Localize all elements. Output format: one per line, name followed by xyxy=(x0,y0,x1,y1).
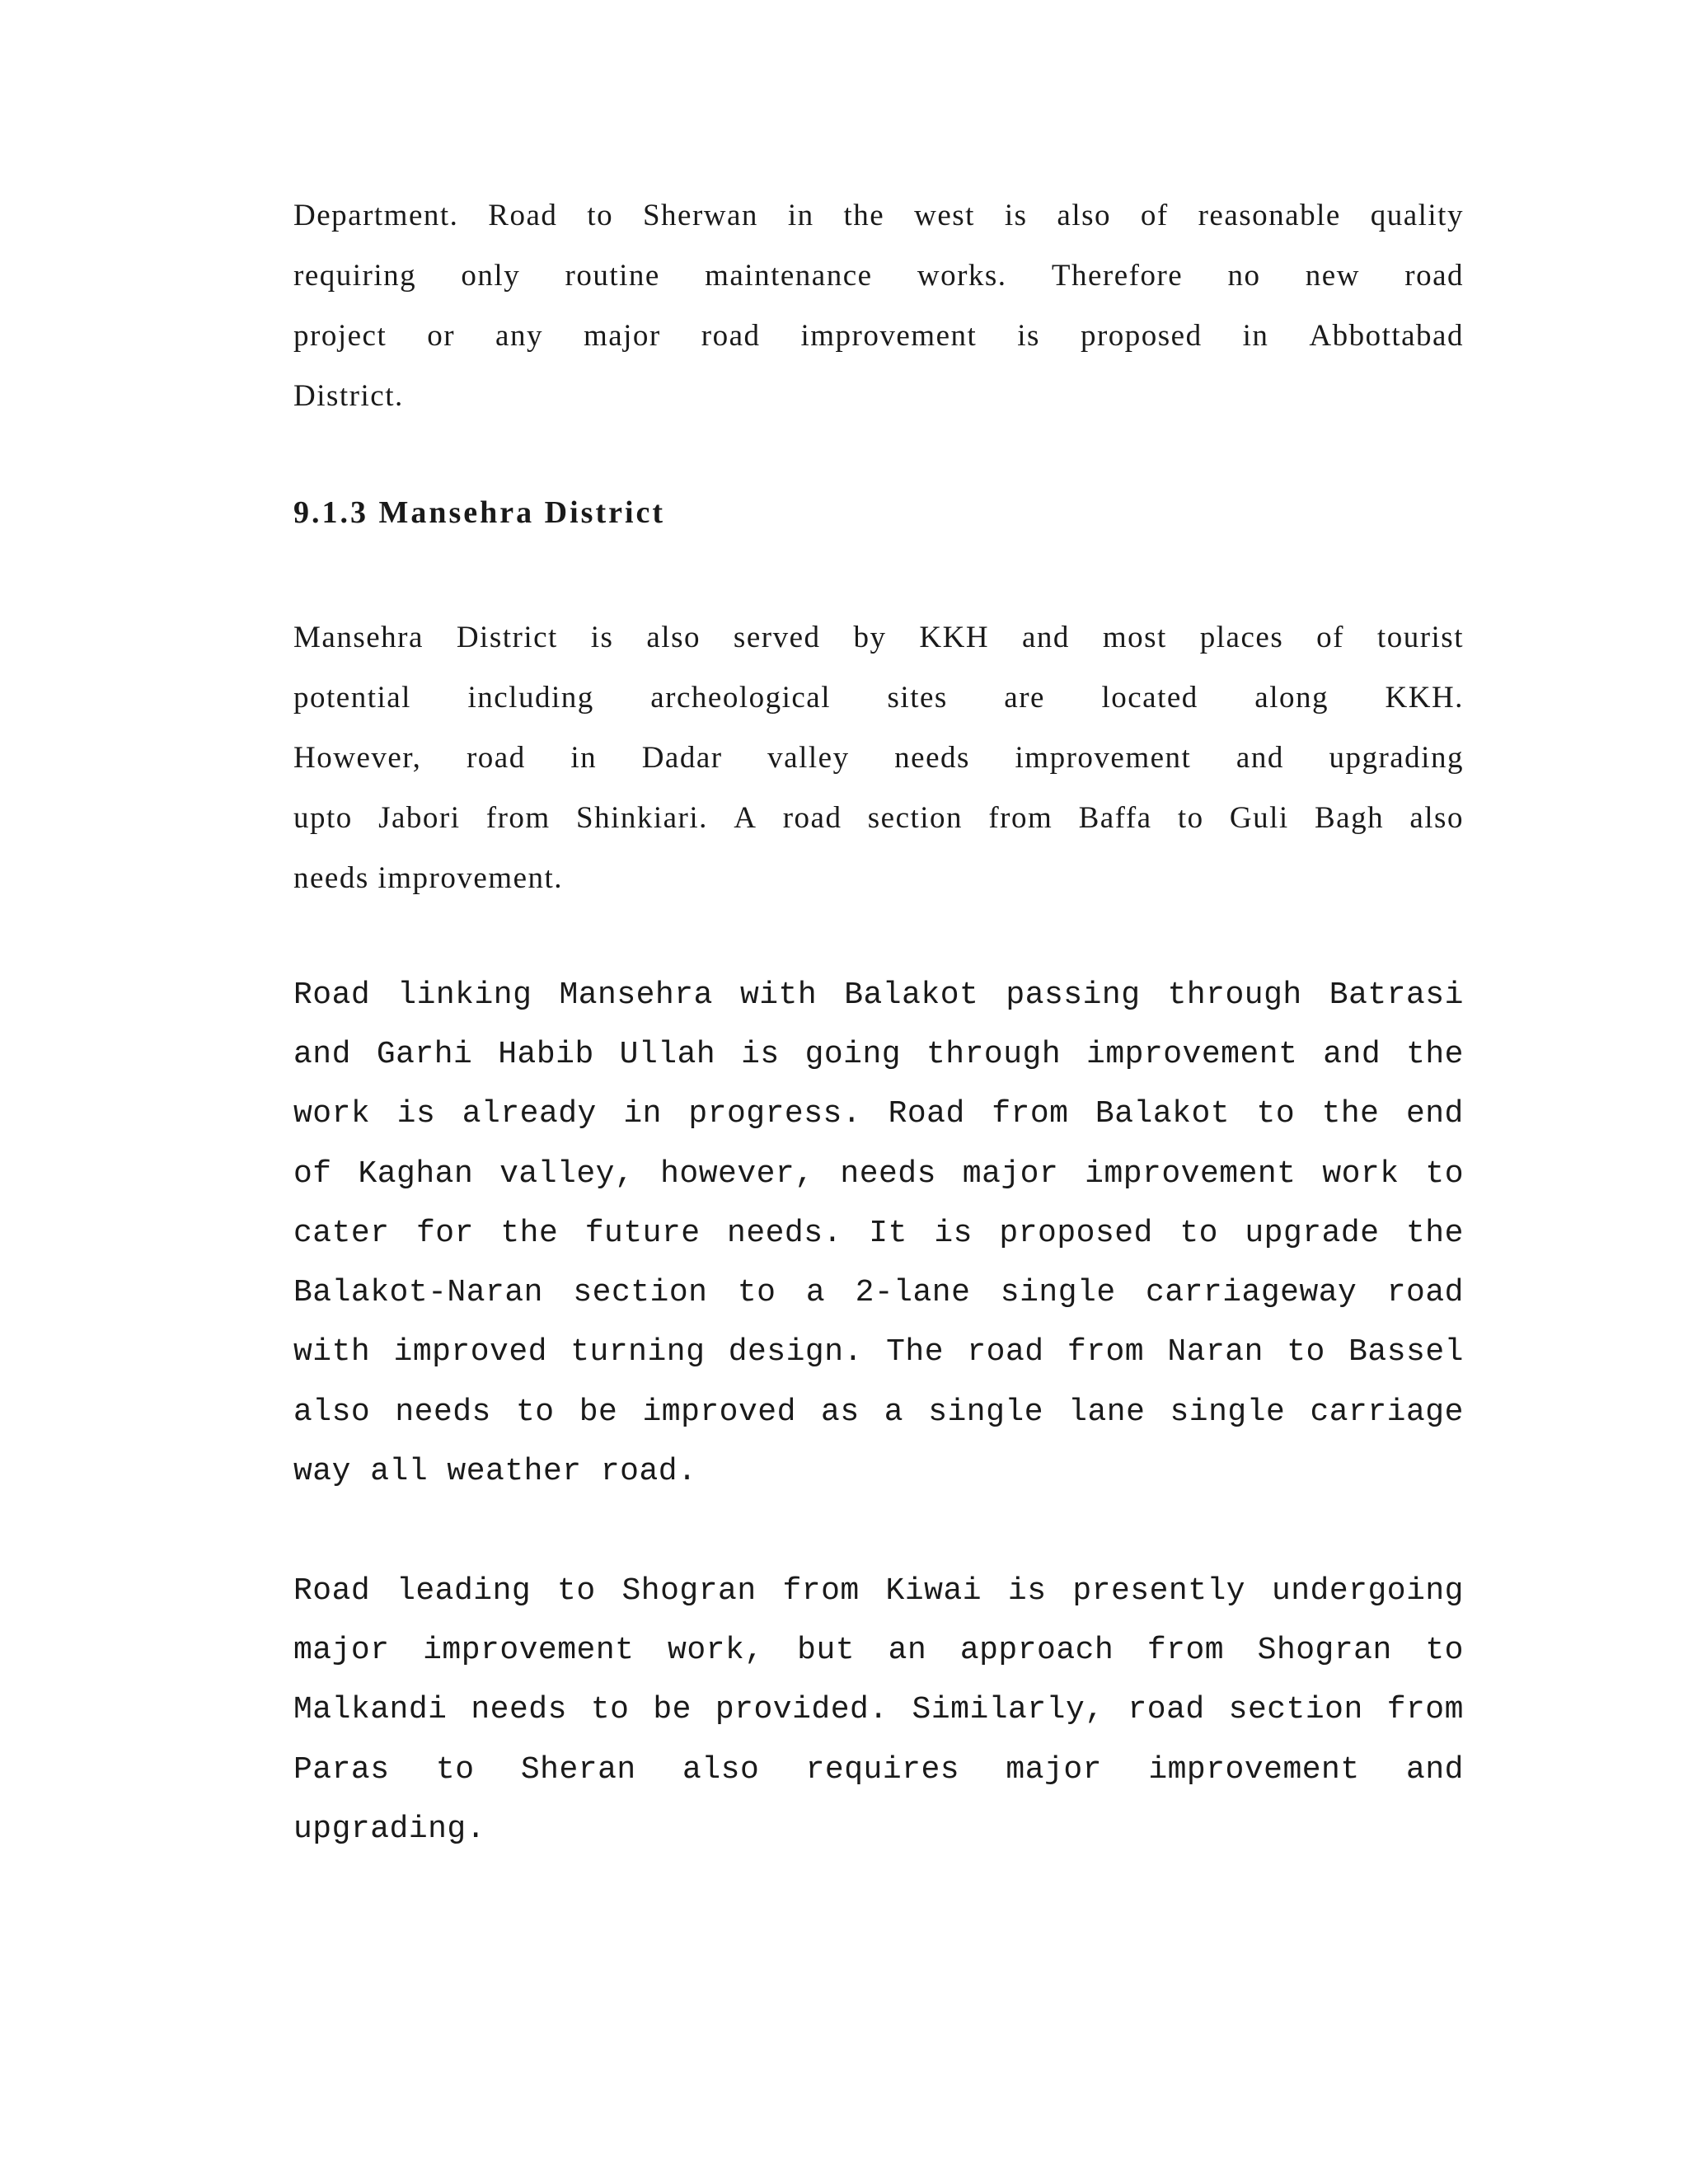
word: also xyxy=(293,1394,371,1430)
word: to xyxy=(1287,1334,1325,1370)
paragraph-line: upgrading. xyxy=(293,1811,486,1847)
paragraph-line xyxy=(293,1334,1464,1370)
word: works. xyxy=(917,259,1007,293)
word: Jabori xyxy=(378,801,461,835)
word: west xyxy=(914,199,975,232)
word: road xyxy=(782,801,842,835)
word: upgrading xyxy=(1329,741,1464,775)
paragraph-line xyxy=(293,1394,1464,1430)
word: from xyxy=(992,1096,1069,1132)
word: from xyxy=(988,801,1053,835)
word: is xyxy=(1007,1573,1047,1609)
paragraph-line: needs improvement. xyxy=(293,861,564,895)
word: to xyxy=(1256,1096,1296,1132)
word: maintenance xyxy=(705,259,873,293)
word: provided. xyxy=(715,1692,889,1727)
word: Kaghan xyxy=(358,1156,474,1192)
word: from xyxy=(782,1573,860,1609)
word: to xyxy=(1425,1633,1464,1668)
word: however, xyxy=(660,1156,814,1192)
word: in xyxy=(787,199,814,232)
word: upto xyxy=(293,801,353,835)
word: KKH xyxy=(919,621,990,654)
paragraph-line xyxy=(293,1037,1464,1072)
word: improvement xyxy=(1015,741,1192,775)
word: A xyxy=(734,801,757,835)
word: approach xyxy=(959,1633,1114,1668)
word: needs xyxy=(395,1394,491,1430)
word: Similarly, xyxy=(912,1692,1104,1727)
word: Abbottabad xyxy=(1309,319,1464,353)
word: Ullah xyxy=(619,1037,716,1072)
word: undergoing xyxy=(1271,1573,1464,1609)
word: presently xyxy=(1072,1573,1246,1609)
word: major xyxy=(1006,1752,1102,1788)
word: through xyxy=(926,1037,1062,1072)
word: Baffa xyxy=(1078,801,1152,835)
word: is xyxy=(741,1037,780,1072)
word: road xyxy=(1404,259,1464,293)
word: already xyxy=(462,1096,597,1132)
word: Batrasi xyxy=(1329,977,1464,1013)
word: Shogran xyxy=(1257,1633,1392,1668)
word: improvement xyxy=(1085,1156,1296,1192)
word: located xyxy=(1101,681,1198,715)
word: and xyxy=(1323,1037,1381,1072)
word: be xyxy=(579,1394,618,1430)
paragraph-line xyxy=(293,1156,1464,1192)
word: upgrade xyxy=(1245,1216,1380,1251)
word: also xyxy=(1409,801,1464,835)
word: Road xyxy=(888,1096,965,1132)
word: requiring xyxy=(293,259,417,293)
word: and xyxy=(1236,741,1284,775)
word: road xyxy=(466,741,526,775)
word: work, xyxy=(668,1633,764,1668)
word: carriage xyxy=(1310,1394,1464,1430)
word: major xyxy=(962,1156,1059,1192)
word: passing xyxy=(1006,977,1141,1013)
word: or xyxy=(427,319,456,353)
word: work xyxy=(293,1096,371,1132)
word: requires xyxy=(805,1752,960,1788)
word: KKH. xyxy=(1385,681,1464,715)
word: single xyxy=(1000,1275,1116,1310)
word: major xyxy=(293,1633,390,1668)
word: It xyxy=(869,1216,907,1251)
word: valley, xyxy=(499,1156,635,1192)
word: Department. xyxy=(293,199,459,232)
word: lane xyxy=(1068,1394,1146,1430)
word: improved xyxy=(393,1334,547,1370)
word: to xyxy=(1177,801,1204,835)
word: is xyxy=(1004,199,1028,232)
word: Bassel xyxy=(1348,1334,1464,1370)
word: and xyxy=(293,1037,351,1072)
word: from xyxy=(485,801,551,835)
word: a xyxy=(805,1275,826,1310)
word: to xyxy=(1425,1156,1464,1192)
word: Garhi xyxy=(376,1037,473,1072)
word: most xyxy=(1102,621,1167,654)
word: improvement xyxy=(1086,1037,1298,1072)
paragraph-line xyxy=(293,1216,1464,1251)
paragraph-line xyxy=(293,1633,1464,1668)
word: improvement xyxy=(800,319,978,353)
word: the xyxy=(1321,1096,1380,1132)
word: routine xyxy=(565,259,660,293)
word: from xyxy=(1067,1334,1145,1370)
word: the xyxy=(1405,1216,1464,1251)
word: progress. xyxy=(688,1096,862,1132)
word: sites xyxy=(887,681,948,715)
word: section xyxy=(1228,1692,1363,1727)
word: be xyxy=(653,1692,692,1727)
word: in xyxy=(1242,319,1269,353)
word: Paras xyxy=(293,1752,390,1788)
word: by xyxy=(853,621,887,654)
paragraph-line: District. xyxy=(293,379,404,413)
word: going xyxy=(804,1037,902,1072)
word: also xyxy=(646,621,701,654)
word: a xyxy=(884,1394,904,1430)
word: the xyxy=(843,199,885,232)
word: Mansehra xyxy=(293,621,424,654)
word: needs xyxy=(894,741,970,775)
word: improvement xyxy=(423,1633,635,1668)
word: section xyxy=(867,801,964,835)
paragraph-line xyxy=(293,740,1464,776)
word: linking xyxy=(397,977,532,1013)
word: served xyxy=(733,621,821,654)
word: Shogran xyxy=(621,1573,757,1609)
word: reasonable xyxy=(1198,199,1341,232)
word: end xyxy=(1405,1096,1464,1132)
word: The xyxy=(886,1334,945,1370)
word: only xyxy=(461,259,521,293)
word: are xyxy=(1004,681,1045,715)
word: section xyxy=(573,1275,708,1310)
word: District xyxy=(456,621,558,654)
word: including xyxy=(467,681,594,715)
word: Balakot xyxy=(844,977,979,1013)
word: future xyxy=(584,1216,701,1251)
word: the xyxy=(500,1216,559,1251)
paragraph-line xyxy=(293,977,1464,1013)
word: Road xyxy=(293,977,371,1013)
word: with xyxy=(739,977,818,1013)
word: any xyxy=(495,319,543,353)
word: Road xyxy=(293,1573,371,1609)
word: and xyxy=(1406,1752,1464,1788)
word: potential xyxy=(293,681,411,715)
word: to xyxy=(737,1275,776,1310)
section-heading: 9.1.3 Mansehra District xyxy=(293,495,666,530)
word: as xyxy=(821,1394,860,1430)
word: needs. xyxy=(727,1216,842,1251)
paragraph-line xyxy=(293,258,1464,293)
word: the xyxy=(1406,1037,1464,1072)
word: major xyxy=(583,319,661,353)
paragraph-line xyxy=(293,800,1464,836)
word: Malkandi xyxy=(293,1692,448,1727)
paragraph-line xyxy=(293,1096,1464,1132)
word: also xyxy=(1057,199,1111,232)
word: places xyxy=(1199,621,1284,654)
word: new xyxy=(1305,259,1360,293)
word: needs xyxy=(840,1156,936,1192)
word: Bagh xyxy=(1314,801,1385,835)
word: tourist xyxy=(1376,621,1464,654)
word: to xyxy=(435,1752,475,1788)
word: is xyxy=(934,1216,973,1251)
word: to xyxy=(587,199,614,232)
paragraph-line xyxy=(293,198,1464,233)
paragraph-line xyxy=(293,1752,1464,1788)
word: is xyxy=(396,1096,436,1132)
word: leading xyxy=(396,1573,532,1609)
word: of xyxy=(1316,621,1344,654)
word: road xyxy=(1386,1275,1464,1310)
word: from xyxy=(1386,1692,1464,1727)
word: to xyxy=(557,1573,596,1609)
word: to xyxy=(516,1394,555,1430)
word: an xyxy=(888,1633,927,1668)
word: Mansehra xyxy=(559,977,713,1013)
word: for xyxy=(415,1216,474,1251)
word: road xyxy=(1128,1692,1205,1727)
paragraph-line xyxy=(293,1692,1464,1727)
word: road xyxy=(701,319,761,353)
word: turning xyxy=(570,1334,706,1370)
word: single xyxy=(928,1394,1044,1430)
word: with xyxy=(293,1334,371,1370)
word: of xyxy=(1140,199,1169,232)
word: quality xyxy=(1370,199,1464,232)
word: is xyxy=(1017,319,1040,353)
word: Road xyxy=(488,199,558,232)
word: improved xyxy=(642,1394,796,1430)
word: Balakot xyxy=(1095,1096,1231,1132)
word: to xyxy=(590,1692,630,1727)
word: in xyxy=(623,1096,662,1132)
word: Habib xyxy=(498,1037,594,1072)
word: cater xyxy=(293,1216,390,1251)
paragraph-line xyxy=(293,1275,1464,1310)
word: in xyxy=(570,741,598,775)
word: but xyxy=(797,1633,856,1668)
word: design. xyxy=(728,1334,863,1370)
word: is xyxy=(590,621,614,654)
word: road xyxy=(967,1334,1044,1370)
word: Dadar xyxy=(641,741,723,775)
word: no xyxy=(1227,259,1261,293)
word: Balakot-Naran xyxy=(293,1275,543,1310)
paragraph-line xyxy=(293,1573,1464,1609)
word: archeological xyxy=(650,681,832,715)
paragraph-line xyxy=(293,680,1464,715)
word: single xyxy=(1170,1394,1286,1430)
word: Sheran xyxy=(520,1752,636,1788)
word: Naran xyxy=(1167,1334,1264,1370)
word: However, xyxy=(293,741,422,775)
word: Therefore xyxy=(1051,259,1184,293)
word: needs xyxy=(471,1692,567,1727)
word: and xyxy=(1021,621,1070,654)
word: to xyxy=(1179,1216,1218,1251)
paragraph-line: way all weather road. xyxy=(293,1454,697,1489)
word: Shinkiari. xyxy=(576,801,708,835)
word: from xyxy=(1146,1633,1225,1668)
word: valley xyxy=(767,741,850,775)
word: 2-lane xyxy=(855,1275,971,1310)
word: improvement xyxy=(1148,1752,1360,1788)
word: project xyxy=(293,319,387,353)
word: also xyxy=(682,1752,760,1788)
word: work xyxy=(1322,1156,1400,1192)
paragraph-line xyxy=(293,620,1464,655)
word: carriageway xyxy=(1146,1275,1357,1310)
paragraph-line xyxy=(293,318,1464,354)
word: Sherwan xyxy=(642,199,758,232)
word: proposed xyxy=(1080,319,1203,353)
word: proposed xyxy=(999,1216,1153,1251)
word: Kiwai xyxy=(885,1573,982,1609)
word: through xyxy=(1167,977,1302,1013)
word: of xyxy=(293,1156,332,1192)
word: Guli xyxy=(1229,801,1289,835)
word: along xyxy=(1254,681,1329,715)
